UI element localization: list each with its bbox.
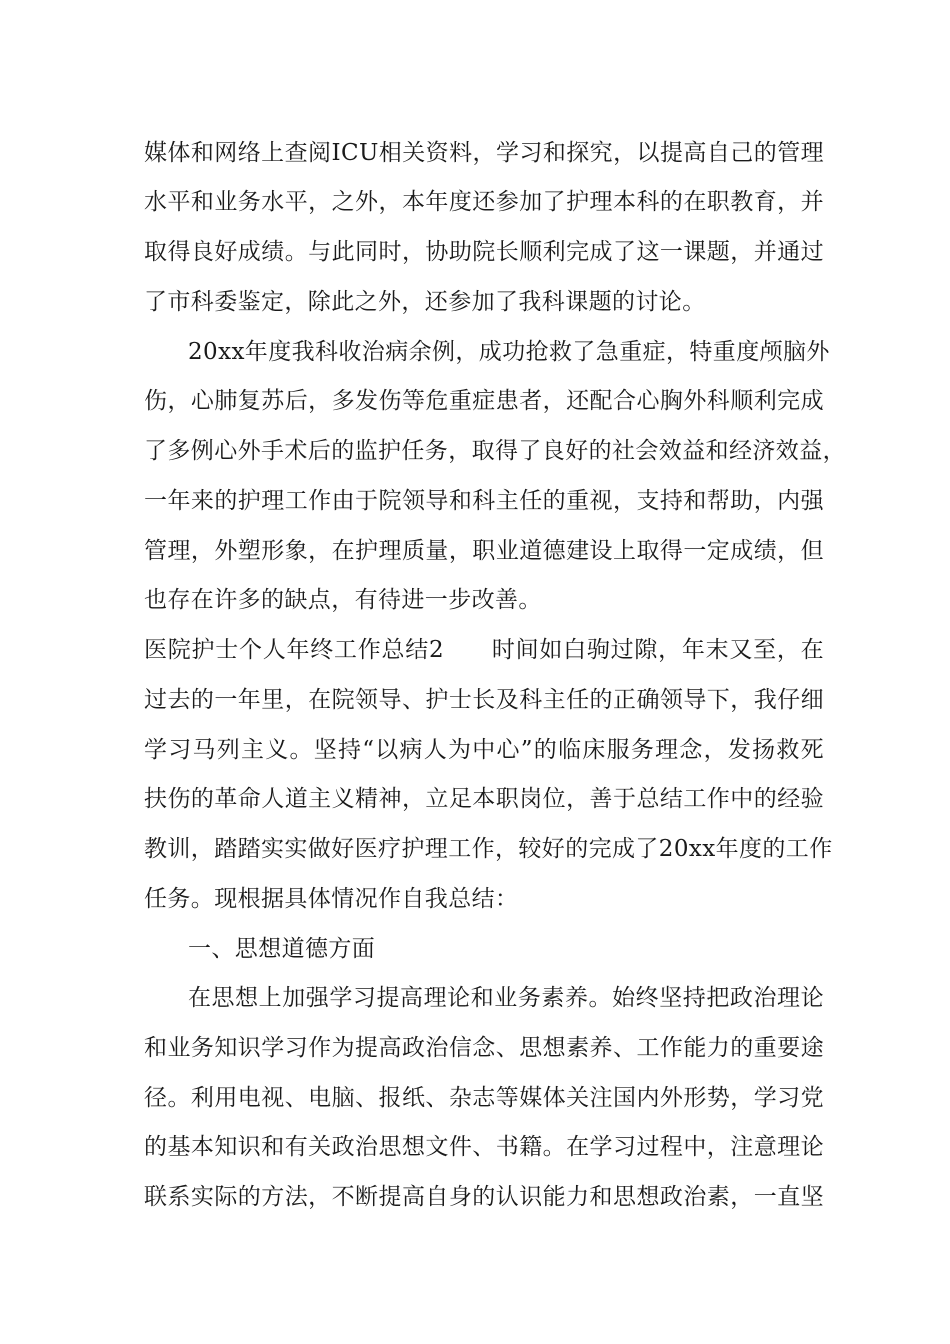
text-line: 教训，踏踏实实做好医疗护理工作，较好的完成了20xx年度的工作 — [144, 836, 833, 862]
text-line: 和业务知识学习作为提高政治信念、思想素养、工作能力的重要途 — [144, 1035, 824, 1061]
subsection-heading: 一、思想道德方面 — [188, 936, 376, 962]
text-line: 水平和业务水平，之外，本年度还参加了护理本科的在职教育，并 — [144, 189, 824, 215]
text-line: 20xx年度我科收治病余例，成功抢救了急重症，特重度颅脑外 — [188, 339, 830, 365]
text-line: 伤，心肺复苏后，多发伤等危重症患者，还配合心胸外科顺利完成 — [144, 388, 824, 414]
text-line: 在思想上加强学习提高理论和业务素养。始终坚持把政治理论 — [188, 985, 824, 1011]
text-line: 管理，外塑形象，在护理质量，职业道德建设上取得一定成绩，但 — [144, 538, 824, 564]
text-line: 扶伤的革命人道主义精神，立足本职岗位，善于总结工作中的经验 — [144, 786, 824, 812]
text-line: 学习马列主义。坚持“以病人为中心”的临床服务理念，发扬救死 — [144, 737, 824, 763]
text-line: 了多例心外手术后的监护任务，取得了良好的社会效益和经济效益， — [144, 438, 846, 464]
text-line: 也存在许多的缺点，有待进一步改善。 — [144, 587, 542, 613]
text-line: 取得良好成绩。与此同时，协助院长顺利完成了这一课题，并通过 — [144, 239, 824, 265]
section-heading-line: 医院护士个人年终工作总结2 时间如白驹过隙，年末又至，在 — [144, 637, 824, 663]
text-line: 联系实际的方法，不断提高自身的认识能力和思想政治素，一直坚 — [144, 1184, 824, 1210]
text-line: 了市科委鉴定，除此之外，还参加了我科课题的讨论。 — [144, 289, 706, 315]
text-line: 一年来的护理工作由于院领导和科主任的重视，支持和帮助，内强 — [144, 488, 824, 514]
text-line: 媒体和网络上查阅ICU相关资料，学习和探究，以提高自己的管理 — [144, 140, 824, 166]
text-line: 径。利用电视、电脑、报纸、杂志等媒体关注国内外形势，学习党 — [144, 1085, 824, 1111]
text-line: 过去的一年里，在院领导、护士长及科主任的正确领导下，我仔细 — [144, 687, 824, 713]
text-line: 的基本知识和有关政治思想文件、书籍。在学习过程中，注意理论 — [144, 1134, 824, 1160]
text-line: 任务。现根据具体情况作自我总结： — [144, 886, 519, 912]
